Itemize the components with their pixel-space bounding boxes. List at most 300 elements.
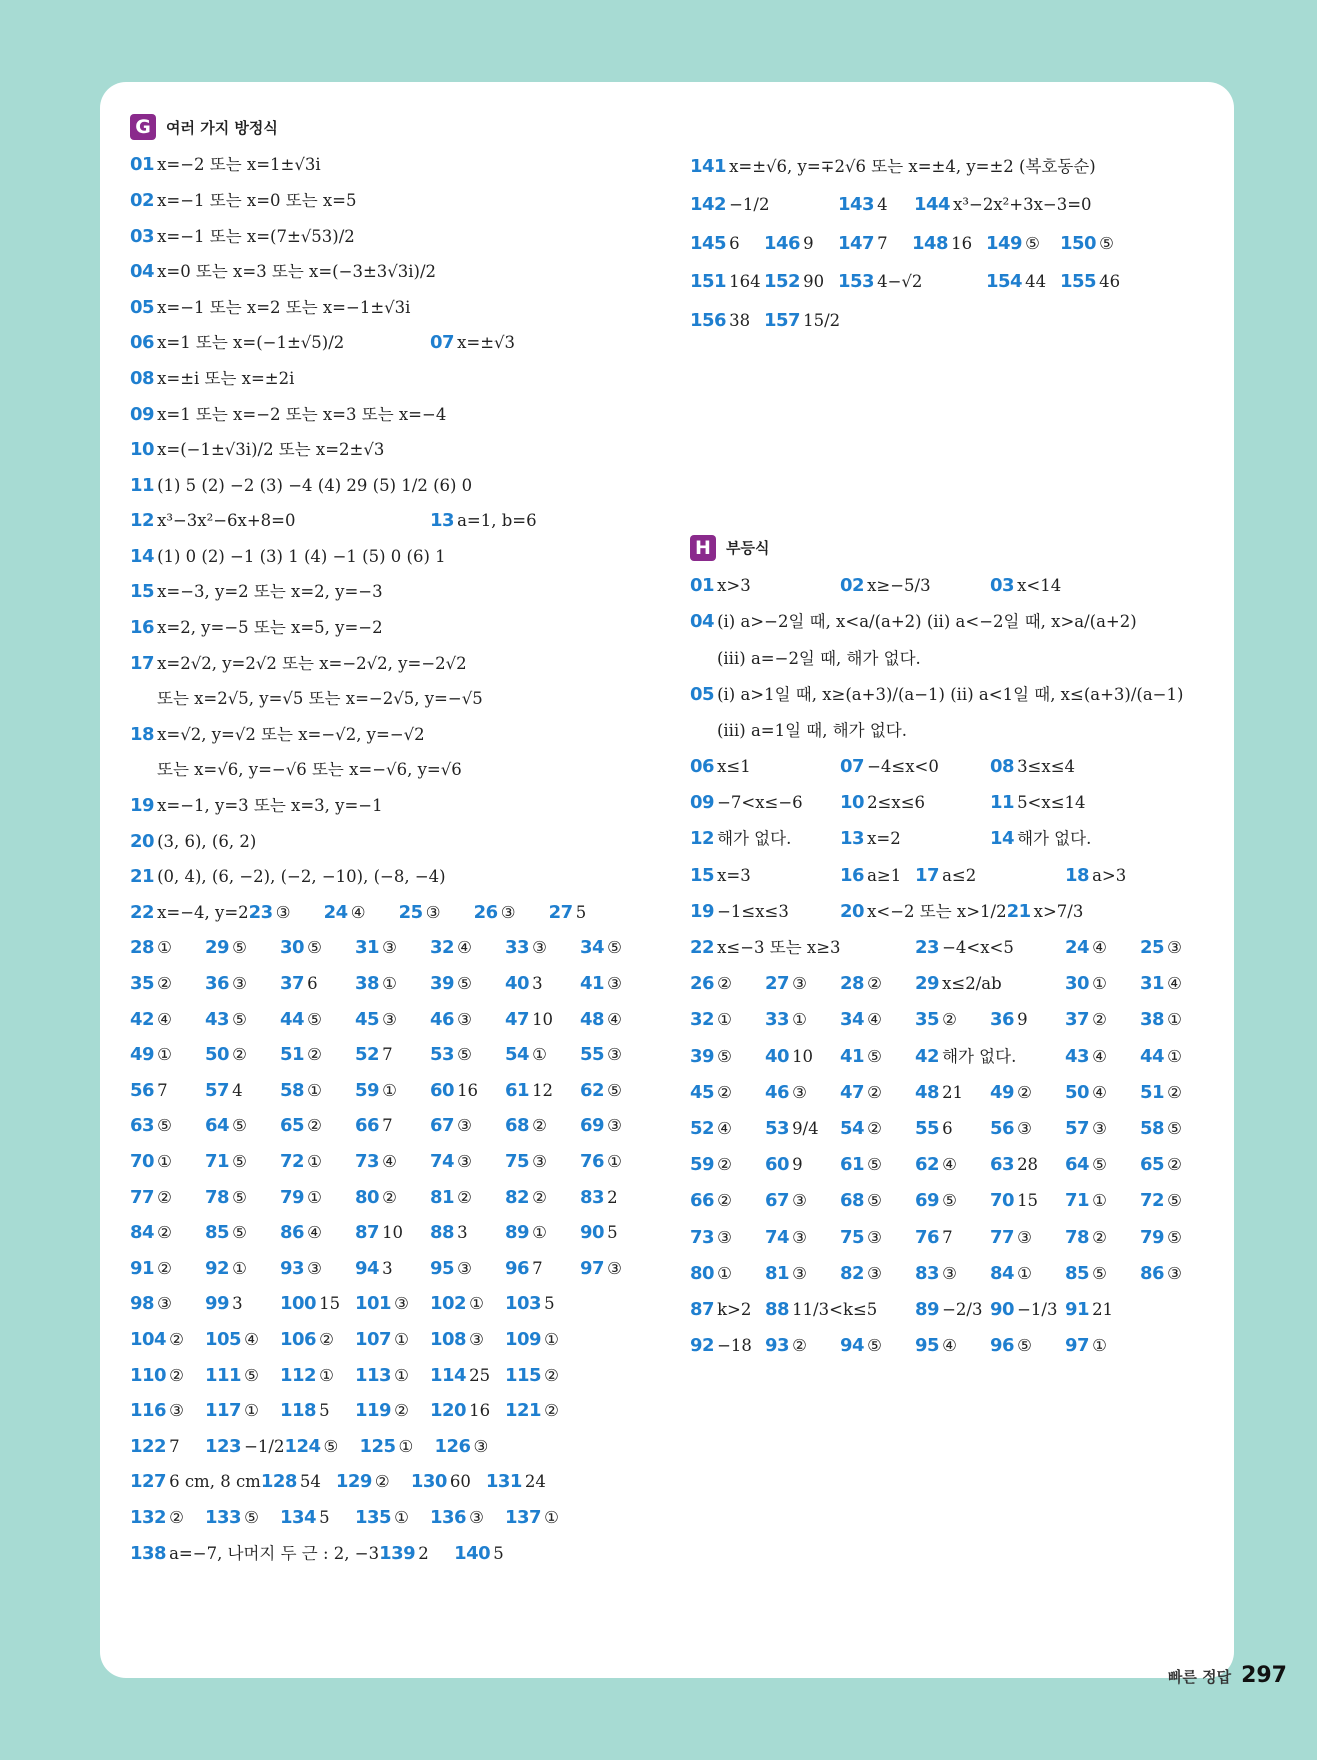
answer-item bbox=[130, 723, 425, 745]
answer-item bbox=[690, 975, 765, 994]
answer-item bbox=[765, 1081, 840, 1103]
answer-item bbox=[130, 619, 383, 638]
answer-item bbox=[130, 690, 483, 709]
answer-text: ⑤ bbox=[1099, 233, 1114, 253]
answer-item bbox=[355, 1364, 430, 1386]
answer-text: ① bbox=[394, 1507, 409, 1527]
answer-item bbox=[505, 1186, 580, 1208]
answer-text: ① bbox=[1092, 1191, 1107, 1211]
answer-row bbox=[130, 789, 690, 825]
answer-item bbox=[205, 1257, 280, 1279]
answer-item bbox=[130, 1328, 205, 1350]
answer-text: ④ bbox=[157, 1009, 172, 1029]
question-number: 52 bbox=[355, 1044, 380, 1066]
answer-item bbox=[765, 1226, 840, 1248]
question-number: 149 bbox=[986, 232, 1023, 254]
answer-item bbox=[1140, 1117, 1215, 1139]
answer-item bbox=[690, 758, 840, 777]
answer-item bbox=[359, 1435, 434, 1457]
question-number: 76 bbox=[580, 1150, 605, 1172]
answer-item bbox=[1065, 1117, 1140, 1139]
answer-text: ② bbox=[532, 1116, 547, 1136]
question-number: 68 bbox=[505, 1115, 530, 1137]
answer-text: x=3 bbox=[717, 865, 751, 885]
question-number: 12 bbox=[690, 828, 715, 850]
answer-item bbox=[486, 1473, 561, 1492]
answer-text: ⑤ bbox=[942, 1191, 957, 1211]
answer-text: ③ bbox=[1017, 1118, 1032, 1138]
question-number: 13 bbox=[840, 828, 865, 850]
answer-text: a=−7, 나머지 두 근 : 2, −3 bbox=[169, 1543, 380, 1563]
question-number: 79 bbox=[1140, 1226, 1165, 1248]
answer-text: x=−1 또는 x=0 또는 x=5 bbox=[157, 190, 357, 210]
answer-item bbox=[690, 196, 838, 215]
answer-text: 해가 없다. bbox=[1017, 829, 1092, 849]
answer-row bbox=[130, 1429, 690, 1465]
answer-text: ⑤ bbox=[1167, 1191, 1182, 1211]
answer-text: ③ bbox=[607, 1116, 622, 1136]
answer-item bbox=[915, 1337, 990, 1356]
question-number: 89 bbox=[915, 1298, 940, 1320]
answer-item bbox=[690, 900, 840, 922]
answer-text: ③ bbox=[1017, 1227, 1032, 1247]
answer-text: ② bbox=[457, 1187, 472, 1207]
answer-text: ② bbox=[319, 1329, 334, 1349]
answer-item bbox=[915, 1192, 990, 1211]
answer-item bbox=[505, 1402, 580, 1421]
answer-row bbox=[130, 1287, 690, 1323]
answer-text: ③ bbox=[792, 1263, 807, 1283]
answer-text: 15 bbox=[1017, 1191, 1039, 1211]
answer-item bbox=[1065, 975, 1140, 994]
question-number: 31 bbox=[1140, 973, 1165, 995]
answer-item bbox=[840, 1192, 915, 1211]
answer-row bbox=[130, 255, 690, 291]
answer-text: ① bbox=[532, 1045, 547, 1065]
question-number: 36 bbox=[990, 1009, 1015, 1031]
answer-text: 5 bbox=[544, 1294, 555, 1314]
question-number: 13 bbox=[430, 510, 455, 532]
answer-item bbox=[355, 1506, 430, 1528]
question-number: 22 bbox=[130, 901, 155, 923]
question-number: 98 bbox=[130, 1293, 155, 1315]
question-number: 55 bbox=[915, 1117, 940, 1139]
answer-item bbox=[1060, 232, 1134, 254]
answer-row bbox=[130, 611, 690, 647]
answer-row bbox=[130, 718, 690, 754]
question-number: 77 bbox=[990, 1226, 1015, 1248]
answer-text: ④ bbox=[1092, 1082, 1107, 1102]
question-number: 09 bbox=[690, 792, 715, 814]
answer-text: a≤2 bbox=[942, 865, 977, 885]
answer-text: ② bbox=[867, 1118, 882, 1138]
question-number: 128 bbox=[260, 1471, 297, 1493]
question-number: 72 bbox=[1140, 1190, 1165, 1212]
question-number: 05 bbox=[130, 296, 155, 318]
question-number: 16 bbox=[130, 617, 155, 639]
answer-text: ③ bbox=[382, 1009, 397, 1029]
answer-item bbox=[690, 1337, 765, 1356]
question-number: 90 bbox=[990, 1298, 1015, 1320]
question-number: 136 bbox=[430, 1506, 467, 1528]
answer-item bbox=[840, 577, 990, 596]
question-number: 11 bbox=[990, 792, 1015, 814]
question-number: 99 bbox=[205, 1293, 230, 1315]
answer-text: x=1 또는 x=−2 또는 x=3 또는 x=−4 bbox=[157, 404, 447, 424]
question-number: 03 bbox=[130, 225, 155, 247]
question-number: 154 bbox=[986, 271, 1023, 293]
question-number: 79 bbox=[280, 1186, 305, 1208]
answer-row bbox=[690, 1220, 1250, 1256]
answer-text: ③ bbox=[792, 974, 807, 994]
answer-item bbox=[130, 441, 384, 460]
question-number: 26 bbox=[473, 901, 498, 923]
answer-item bbox=[1065, 1045, 1140, 1067]
answer-item bbox=[690, 722, 907, 741]
answer-item bbox=[205, 1328, 280, 1350]
answer-text: ⑤ bbox=[232, 938, 247, 958]
answer-text: ② bbox=[157, 1258, 172, 1278]
answer-row bbox=[130, 895, 690, 931]
answer-text: ③ bbox=[867, 1227, 882, 1247]
answer-item bbox=[990, 1337, 1065, 1356]
answer-row bbox=[690, 894, 1250, 930]
section-h-title: 부등식 bbox=[726, 539, 770, 557]
answer-item bbox=[986, 232, 1060, 254]
answer-text: 해가 없다. bbox=[942, 1046, 1017, 1066]
answer-text: ⑤ bbox=[457, 1045, 472, 1065]
answer-item bbox=[580, 1046, 655, 1065]
question-number: 153 bbox=[838, 271, 875, 293]
question-number: 53 bbox=[430, 1044, 455, 1066]
question-number: 114 bbox=[430, 1364, 467, 1386]
answer-text: x=−3, y=2 또는 x=2, y=−3 bbox=[157, 582, 383, 602]
question-number: 02 bbox=[130, 189, 155, 211]
answer-text: x=√2, y=√2 또는 x=−√2, y=−√2 bbox=[157, 724, 425, 744]
answer-item bbox=[765, 1337, 840, 1356]
answer-item bbox=[765, 975, 840, 994]
question-number: 25 bbox=[398, 901, 423, 923]
question-number: 110 bbox=[130, 1364, 167, 1386]
answer-item bbox=[690, 1117, 765, 1139]
answer-text: 4−√2 bbox=[877, 272, 923, 292]
question-number: 15 bbox=[130, 581, 155, 603]
answer-text: ③ bbox=[275, 902, 291, 922]
question-number: 21 bbox=[130, 866, 155, 888]
question-number: 41 bbox=[580, 973, 605, 994]
question-number: 05 bbox=[690, 683, 715, 705]
answer-text: x=−4, y=2 bbox=[157, 902, 249, 922]
question-number: 93 bbox=[765, 1335, 790, 1357]
question-number: 116 bbox=[130, 1400, 167, 1422]
answer-item bbox=[130, 975, 205, 994]
question-number: 137 bbox=[505, 1506, 542, 1528]
answer-row bbox=[690, 749, 1250, 785]
question-number: 08 bbox=[130, 367, 155, 389]
answer-row bbox=[690, 1184, 1250, 1220]
question-number: 29 bbox=[915, 973, 940, 995]
answer-text: 6 bbox=[942, 1118, 953, 1138]
question-number: 120 bbox=[430, 1400, 467, 1422]
answer-text: ① bbox=[157, 938, 172, 958]
answer-text: ① bbox=[1017, 1263, 1032, 1283]
answer-item bbox=[990, 1156, 1065, 1175]
answer-item bbox=[280, 1008, 355, 1030]
answer-item bbox=[130, 263, 436, 282]
question-number: 92 bbox=[205, 1257, 230, 1279]
question-number: 10 bbox=[840, 792, 865, 814]
answer-item bbox=[986, 273, 1060, 292]
answer-text: (1) 5 (2) −2 (3) −4 (4) 29 (5) 1/2 (6) 0 bbox=[157, 475, 473, 495]
question-number: 41 bbox=[840, 1045, 865, 1067]
answer-text: −7<x≤−6 bbox=[717, 793, 803, 813]
answer-item bbox=[430, 1257, 505, 1279]
question-number: 42 bbox=[915, 1045, 940, 1067]
answer-item bbox=[205, 1150, 280, 1172]
question-number: 92 bbox=[690, 1335, 715, 1357]
question-number: 57 bbox=[205, 1079, 230, 1101]
answer-text: ⑤ bbox=[232, 1223, 247, 1243]
question-number: 12 bbox=[130, 510, 155, 532]
answer-item bbox=[990, 1226, 1065, 1248]
question-number: 141 bbox=[690, 155, 727, 177]
answer-text: 또는 x=√6, y=−√6 또는 x=−√6, y=√6 bbox=[157, 760, 462, 780]
answer-text: −18 bbox=[717, 1336, 752, 1356]
answer-item bbox=[765, 1011, 840, 1030]
section-h-badge: H bbox=[690, 535, 716, 561]
answer-text: 7 bbox=[157, 1080, 168, 1100]
answer-item bbox=[915, 1045, 1065, 1067]
answer-text: ④ bbox=[382, 1151, 397, 1171]
answer-item bbox=[430, 975, 505, 994]
answer-item bbox=[690, 232, 764, 254]
answer-row bbox=[690, 786, 1250, 822]
section-h-answers bbox=[690, 569, 1250, 1365]
answer-text: 또는 x=2√5, y=√5 또는 x=−2√5, y=−√5 bbox=[157, 689, 483, 709]
answer-text: ② bbox=[157, 1223, 172, 1243]
answer-item bbox=[205, 1435, 285, 1457]
answer-text: ① bbox=[232, 1258, 247, 1278]
answer-text: 2 bbox=[418, 1543, 429, 1563]
answer-text: 5 bbox=[575, 902, 587, 922]
question-number: 44 bbox=[1140, 1045, 1165, 1067]
answer-text: x=−1, y=3 또는 x=3, y=−1 bbox=[157, 796, 383, 816]
question-number: 84 bbox=[130, 1222, 155, 1244]
question-number: 45 bbox=[690, 1081, 715, 1103]
answer-text: ④ bbox=[350, 902, 366, 922]
answer-item bbox=[505, 975, 580, 994]
answer-item bbox=[430, 334, 730, 353]
answer-row bbox=[130, 397, 690, 433]
answer-item bbox=[580, 1224, 655, 1243]
answer-item bbox=[912, 232, 986, 254]
answer-item bbox=[355, 1046, 430, 1065]
answer-text: ② bbox=[867, 974, 882, 994]
question-number: 24 bbox=[323, 901, 348, 923]
question-number: 66 bbox=[355, 1115, 380, 1137]
answer-item bbox=[205, 1402, 280, 1421]
answer-item bbox=[130, 901, 249, 923]
question-number: 58 bbox=[1140, 1117, 1165, 1139]
question-number: 72 bbox=[280, 1150, 305, 1172]
answer-item bbox=[130, 1046, 205, 1065]
question-number: 81 bbox=[430, 1186, 455, 1208]
answer-text: ① bbox=[394, 1329, 409, 1349]
question-number: 27 bbox=[765, 973, 790, 995]
answer-item bbox=[430, 1117, 505, 1136]
answer-item bbox=[1140, 1226, 1215, 1248]
question-number: 16 bbox=[840, 864, 865, 886]
answer-row bbox=[130, 1002, 690, 1038]
answer-text: ② bbox=[942, 1010, 957, 1030]
answer-item bbox=[690, 864, 840, 886]
answer-text: 2 bbox=[607, 1187, 618, 1207]
answer-row bbox=[690, 1148, 1250, 1184]
answer-text: 해가 없다. bbox=[717, 829, 792, 849]
answer-text: ⑤ bbox=[867, 1155, 882, 1175]
question-number: 88 bbox=[430, 1222, 455, 1244]
answer-item bbox=[261, 1473, 336, 1492]
answer-text: ③ bbox=[157, 1294, 172, 1314]
answer-item bbox=[840, 830, 990, 849]
question-number: 75 bbox=[505, 1150, 530, 1172]
question-number: 64 bbox=[205, 1115, 230, 1137]
answer-item bbox=[690, 273, 764, 292]
answer-text: 90 bbox=[803, 272, 825, 292]
answer-item bbox=[915, 1226, 990, 1248]
answer-item bbox=[280, 939, 355, 958]
answer-item bbox=[580, 975, 655, 994]
answer-item bbox=[915, 1298, 990, 1320]
answer-text: ② bbox=[157, 974, 172, 993]
answer-item bbox=[990, 1298, 1065, 1320]
answer-item bbox=[765, 1117, 840, 1139]
answer-item bbox=[280, 1295, 355, 1314]
answer-text: ① bbox=[469, 1294, 484, 1314]
answer-text: 5<x≤14 bbox=[1017, 793, 1086, 813]
answer-row bbox=[130, 575, 690, 611]
question-number: 58 bbox=[280, 1079, 305, 1101]
answer-text: ⑤ bbox=[867, 1336, 882, 1356]
question-number: 39 bbox=[430, 973, 455, 994]
answer-item bbox=[280, 1402, 355, 1421]
answer-item bbox=[130, 1186, 205, 1208]
answer-text: ② bbox=[867, 1082, 882, 1102]
question-number: 20 bbox=[840, 900, 865, 922]
answer-text: ③ bbox=[469, 1507, 484, 1527]
answer-text: ④ bbox=[942, 1155, 957, 1175]
answer-item bbox=[765, 1156, 840, 1175]
answer-text: 4 bbox=[877, 195, 888, 215]
question-number: 31 bbox=[355, 937, 380, 959]
answer-text: ① bbox=[1167, 1046, 1182, 1066]
question-number: 89 bbox=[505, 1222, 530, 1244]
answer-item bbox=[990, 1192, 1065, 1211]
answer-item bbox=[430, 1295, 505, 1314]
answer-row bbox=[690, 1111, 1250, 1147]
question-number: 80 bbox=[355, 1186, 380, 1208]
question-number: 07 bbox=[840, 756, 865, 778]
answer-item bbox=[1065, 939, 1140, 958]
answer-text: 7 bbox=[532, 1258, 543, 1278]
answer-text: ② bbox=[169, 1329, 184, 1349]
question-number: 64 bbox=[1065, 1154, 1090, 1176]
question-number: 103 bbox=[505, 1293, 542, 1315]
answer-item bbox=[690, 577, 840, 596]
question-number: 17 bbox=[915, 864, 940, 886]
answer-row bbox=[130, 362, 690, 398]
answer-item bbox=[690, 309, 764, 331]
question-number: 95 bbox=[915, 1335, 940, 1357]
answer-text: ② bbox=[717, 974, 732, 994]
answer-item bbox=[280, 1046, 355, 1065]
question-number: 80 bbox=[690, 1262, 715, 1284]
answer-text: 7 bbox=[382, 1045, 393, 1065]
question-number: 10 bbox=[130, 439, 155, 461]
question-number: 69 bbox=[915, 1190, 940, 1212]
answer-item bbox=[990, 794, 1140, 813]
answer-item bbox=[690, 939, 915, 958]
question-number: 66 bbox=[690, 1190, 715, 1212]
question-number: 112 bbox=[280, 1364, 317, 1386]
question-number: 77 bbox=[130, 1186, 155, 1208]
answer-text: ① bbox=[244, 1401, 259, 1421]
answer-text: ② bbox=[169, 1507, 184, 1527]
answer-text: ① bbox=[607, 1151, 622, 1171]
question-number: 51 bbox=[1140, 1081, 1165, 1103]
answer-text: ① bbox=[382, 974, 397, 993]
answer-row bbox=[130, 1145, 690, 1181]
answer-item bbox=[914, 196, 1092, 215]
answer-text: 7 bbox=[169, 1436, 180, 1456]
answer-item bbox=[130, 583, 383, 602]
answer-text: ② bbox=[717, 1191, 732, 1211]
question-number: 85 bbox=[1065, 1262, 1090, 1284]
question-number: 94 bbox=[355, 1257, 380, 1279]
answer-item bbox=[280, 1328, 355, 1350]
answer-item bbox=[690, 1081, 765, 1103]
answer-text: ⑤ bbox=[323, 1436, 339, 1456]
answer-item bbox=[840, 900, 1007, 922]
answer-item bbox=[764, 309, 841, 331]
answer-item bbox=[280, 1079, 355, 1101]
answer-item bbox=[1060, 273, 1134, 292]
answer-row bbox=[690, 858, 1250, 894]
question-number: 06 bbox=[130, 332, 155, 354]
answer-text: ② bbox=[1092, 1010, 1107, 1030]
answer-text: ④ bbox=[867, 1010, 882, 1030]
question-number: 75 bbox=[840, 1226, 865, 1248]
answer-item bbox=[454, 1542, 529, 1564]
answer-item bbox=[1065, 864, 1140, 886]
answer-item bbox=[130, 1079, 205, 1101]
question-number: 152 bbox=[764, 271, 801, 293]
answer-text: ⑤ bbox=[1092, 1263, 1107, 1283]
answer-item bbox=[764, 273, 838, 292]
answer-text: x=±√6, y=∓2√6 또는 x=±4, y=±2 (복호동순) bbox=[729, 156, 1096, 176]
answer-item bbox=[840, 1262, 915, 1284]
answer-text: ③ bbox=[425, 902, 441, 922]
answer-text: ① bbox=[717, 1263, 732, 1283]
answer-item bbox=[840, 1011, 915, 1030]
answer-item bbox=[205, 1364, 280, 1386]
answer-item bbox=[411, 1473, 486, 1492]
question-number: 65 bbox=[1140, 1154, 1165, 1176]
answer-text: a>3 bbox=[1092, 865, 1127, 885]
question-number: 33 bbox=[765, 1009, 790, 1031]
answer-text: 5 bbox=[319, 1401, 330, 1421]
question-number: 117 bbox=[205, 1400, 242, 1422]
